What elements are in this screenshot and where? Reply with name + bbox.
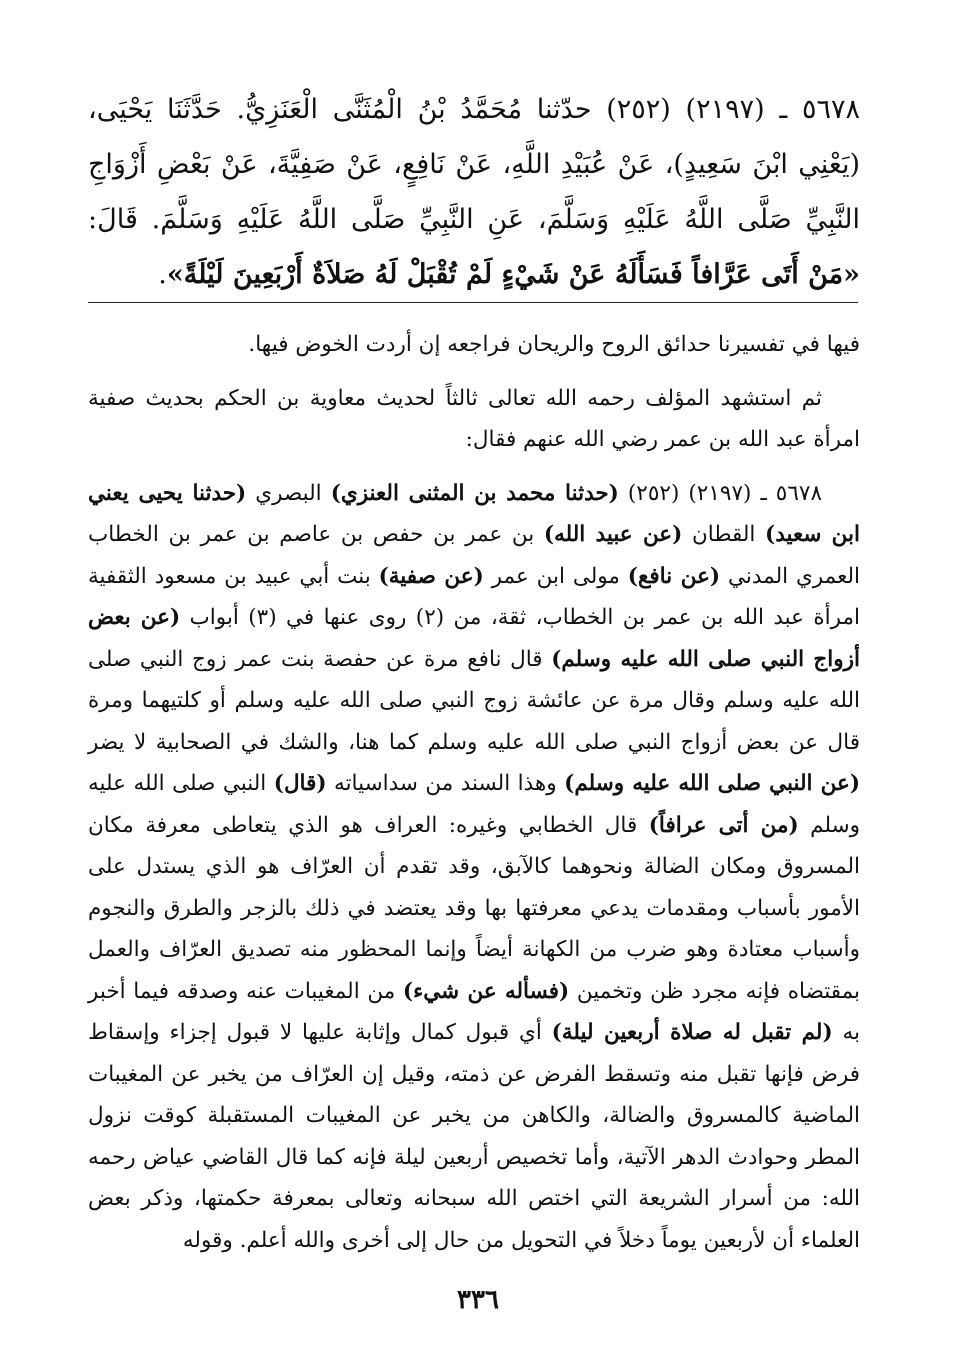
explanation-text: قال نافع مرة عن حفصة بنت عمر زوج النبي صلى الله عليه وسلم وقال مرة عن عائشة زوج النبي صلى الله عليه وسلم أو كلتيهما ومرة قال عن بعض أزواج النبي صلى الله عليه وسلم كما هنا، والشك في الصحابية لا يضر <box>88 646 860 755</box>
quoted-text: (حدثنا يحيى يعني ابن سعيد) <box>88 480 860 547</box>
quoted-text: (لم تقبل له صلاة أربعين ليلة) <box>551 1020 833 1045</box>
quoted-text: (عن عبيد الله) <box>543 522 683 547</box>
quoted-text: (عن نافع) <box>627 563 721 589</box>
quoted-text: (قال) <box>273 771 327 796</box>
hadith-paragraph <box>88 82 860 302</box>
commentary-paragraph-2: ثم استشهد المؤلف رحمه الله تعالى ثالثاً لحديث معاوية بن الحكم بحديث صفية امرأة عبد الله بن عمر رضي الله عنهم فقال: <box>88 385 860 452</box>
quoted-text: (عن بعض أزواج النبي صلى الله عليه وسلم) <box>88 605 860 672</box>
section-divider <box>88 302 858 303</box>
explanation-text: وهذا السند من سداسياته <box>326 771 565 796</box>
explanation-text: قال الخطابي وغيره: العراف هو الذي يتعاطى معرفة مكان المسروق ومكان الضالة ونحوهما كالآبق، وقد تقدم أن العرّاف هو الذي يستدل على الأمور بأسباب ومقدمات يدعي معرفتها بها وقد يعتضد في ذلك بالزجر والطرق والنجوم وأسباب معتادة وهو ضرب من الكهانة أيضاً وإنما المحظور منه تصديق العرّاف والعمل بمقتضاه فإنه مجرد ظن وتخمين <box>88 812 860 1004</box>
explanation-text: البصري <box>246 480 331 506</box>
explanation-text: القطان <box>682 522 766 547</box>
explanation-text: مولى ابن عمر <box>483 563 628 589</box>
hadith-number: ٥٦٧٨ ـ (٢١٩٧) (٢٥٢) <box>618 480 822 506</box>
explanation-text: من المغيبات عنه وصدقه فيما أخبر به <box>88 978 860 1045</box>
hadith-matn: «مَنْ أَتَى عَرَّافاً فَسَأَلَهُ عَنْ شَيْءٍ لَمْ تُقْبَلْ لَهُ صَلاَةٌ أَرْبَعِينَ لَيْلَةً» <box>166 259 860 290</box>
hadith-text-block <box>88 82 860 302</box>
quoted-text: (عن النبي صلى الله عليه وسلم) <box>564 771 860 796</box>
commentary-paragraph-1: فيها في تفسيرنا حدائق الروح والريحان فراجعه إن أردت الخوض فيها. <box>248 332 860 357</box>
quoted-text: (حدثنا محمد بن المثنى العنزي) <box>330 480 619 506</box>
quoted-text: (فسأله عن شيء) <box>402 978 570 1004</box>
hadith-end-mark: . <box>158 259 167 290</box>
explanation-text: بنت أبي عبيد بن مسعود الثقفية امرأة عبد الله بن عمر بن الخطاب، ثقة، من (٢) روى عنها في (٣) أبواب <box>88 563 860 630</box>
explanation-text: النبي صلى الله عليه وسلم <box>88 771 860 838</box>
commentary-block <box>88 324 860 1261</box>
explanation-text: بن عمر بن حفص بن عاصم بن عمر بن الخطاب العمري المدني <box>88 522 860 589</box>
hadith-isnad: ٥٦٧٨ ـ (٢١٩٧) (٢٥٢) حدّثنا مُحَمَّدُ بْنُ الْمُثَنَّى الْعَنَزِيُّ. حَدَّثَنَا يَحْيَى، (يَعْنِي ابْنَ سَعِيدٍ)، عَنْ عُبَيْدِ اللَّهِ، عَنْ نَافِعٍ، عَنْ صَفِيَّةَ، عَنْ بَعْضِ أَزْوَاجِ النَّبِيِّ صَلَّى اللَّهُ عَلَيْهِ وَسَلَّمَ، عَنِ النَّبِيِّ صَلَّى اللَّهُ عَلَيْهِ وَسَلَّمَ. قَالَ: <box>88 94 861 235</box>
page-number: ٣٣٦ <box>457 1285 499 1315</box>
commentary-paragraph-3 <box>88 473 860 1262</box>
quoted-text: (عن صفية) <box>378 563 484 589</box>
quoted-text: (من أتى عرافاً) <box>648 812 799 838</box>
explanation-text: أي قبول كمال وإثابة عليها لا قبول إجزاء وإسقاط فرض فإنها تقبل منه وتسقط الفرض عن ذمته، وقيل إن العرّاف من يخبر عن المغيبات الماضية كالمسروق والضالة، والكاهن من يخبر عن المغيبات المستقبلة كوقت نزول المطر وحوادث الدهر الآتية، وأما تخصيص أربعين ليلة فإنه كما قال القاضي عياض رحمه الله: من أسرار الشريعة التي اختص الله سبحانه وتعالى بمعرفة حكمتها، وذكر بعض العلماء أن لأربعين يوماً دخلاً في التحويل من حال إلى أخرى والله أعلم. وقوله <box>88 1020 860 1253</box>
